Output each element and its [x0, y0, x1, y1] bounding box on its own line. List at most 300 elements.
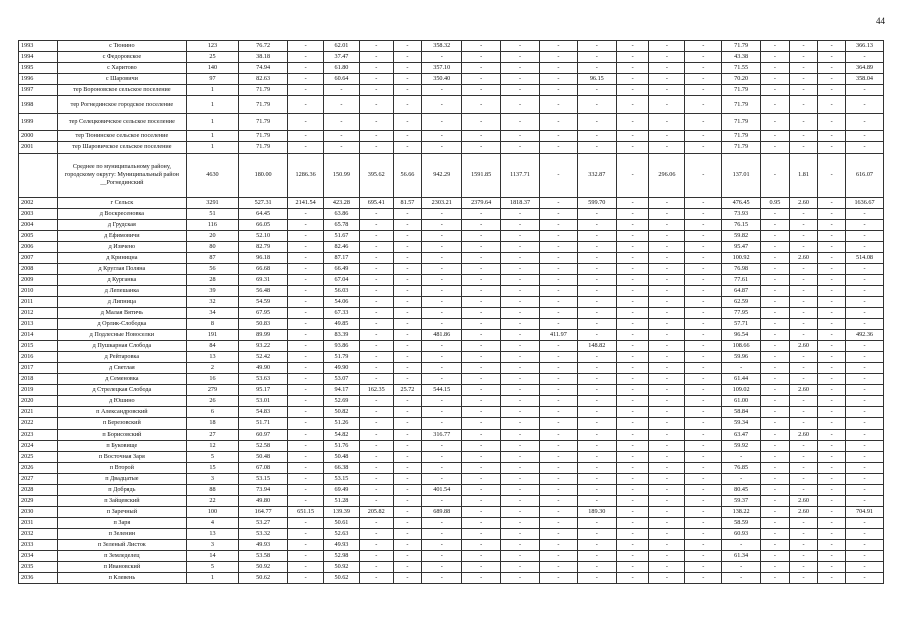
value-cell: 395.62	[359, 153, 393, 197]
value-cell: -	[359, 551, 393, 562]
table-row	[19, 562, 884, 573]
row-number-cell: 2006	[19, 241, 58, 252]
value-cell: -	[616, 52, 649, 63]
value-cell: -	[501, 363, 540, 374]
value-cell: -	[577, 363, 616, 374]
value-cell: -	[818, 473, 846, 484]
value-cell: -	[539, 385, 577, 396]
settlement-name-cell: п Восточная Заря	[57, 451, 186, 462]
value-cell: 95.47	[722, 241, 761, 252]
value-cell: -	[393, 285, 422, 296]
value-cell: 695.41	[359, 197, 393, 208]
value-cell: -	[616, 440, 649, 451]
value-cell: -	[462, 462, 501, 473]
value-cell: -	[845, 451, 883, 462]
value-cell: -	[818, 197, 846, 208]
value-cell: 189.30	[577, 506, 616, 517]
value-cell: 53.27	[239, 517, 288, 528]
value-cell: -	[359, 462, 393, 473]
value-cell: -	[501, 307, 540, 318]
value-cell: -	[789, 396, 818, 407]
value-cell: -	[789, 352, 818, 363]
value-cell: -	[393, 142, 422, 153]
value-cell: -	[845, 385, 883, 396]
settlement-name-cell: д Извчено	[57, 241, 186, 252]
value-cell: -	[789, 319, 818, 330]
settlement-name-cell: д Стрелецкая Слобода	[57, 385, 186, 396]
value-cell: -	[616, 63, 649, 74]
value-cell: -	[845, 296, 883, 307]
value-cell: -	[845, 113, 883, 131]
value-cell: 139.39	[324, 506, 360, 517]
value-cell: -	[761, 462, 790, 473]
value-cell: 70.20	[722, 74, 761, 85]
value-cell: 71.79	[722, 113, 761, 131]
settlement-name-cell: д Малая Вятичь	[57, 307, 186, 318]
value-cell: -	[539, 462, 577, 473]
value-cell: 51	[186, 208, 238, 219]
value-cell: -	[685, 396, 722, 407]
value-cell: -	[288, 41, 324, 52]
value-cell: -	[393, 330, 422, 341]
value-cell: -	[818, 74, 846, 85]
value-cell: -	[649, 484, 685, 495]
value-cell: -	[462, 319, 501, 330]
value-cell: 80.45	[722, 484, 761, 495]
value-cell: -	[818, 153, 846, 197]
value-cell: -	[818, 96, 846, 114]
value-cell: -	[761, 396, 790, 407]
value-cell: -	[818, 551, 846, 562]
table-row	[19, 573, 884, 584]
value-cell: 66.68	[239, 263, 288, 274]
value-cell: 1	[186, 85, 238, 96]
value-cell: -	[649, 341, 685, 352]
value-cell: -	[359, 296, 393, 307]
value-cell: 0.95	[761, 197, 790, 208]
value-cell: 704.91	[845, 506, 883, 517]
value-cell: 5	[186, 451, 238, 462]
value-cell: -	[462, 285, 501, 296]
value-cell: -	[685, 252, 722, 263]
table-row	[19, 551, 884, 562]
value-cell: -	[288, 85, 324, 96]
value-cell: 14	[186, 551, 238, 562]
value-cell: -	[761, 385, 790, 396]
value-cell: -	[577, 517, 616, 528]
table-row	[19, 506, 884, 517]
value-cell: -	[359, 85, 393, 96]
value-cell: -	[616, 230, 649, 241]
settlement-name-cell: д Юшино	[57, 396, 186, 407]
value-cell: 69.31	[239, 274, 288, 285]
value-cell: -	[324, 142, 360, 153]
row-number-cell: 2031	[19, 517, 58, 528]
value-cell: 1286.36	[288, 153, 324, 197]
value-cell: -	[577, 573, 616, 584]
value-cell: 77.61	[722, 274, 761, 285]
value-cell: 94.17	[324, 385, 360, 396]
value-cell: -	[789, 142, 818, 153]
settlement-name-cell: д Подлесные Новоселки	[57, 330, 186, 341]
value-cell: -	[359, 63, 393, 74]
value-cell: -	[722, 562, 761, 573]
value-cell: -	[577, 440, 616, 451]
value-cell: 69.49	[324, 484, 360, 495]
value-cell: -	[462, 374, 501, 385]
value-cell: 71.79	[239, 131, 288, 142]
value-cell: -	[649, 241, 685, 252]
value-cell: 71.79	[239, 85, 288, 96]
value-cell: 942.29	[422, 153, 462, 197]
value-cell: 74.94	[239, 63, 288, 74]
value-cell: 27	[186, 429, 238, 440]
settlement-name-cell: п Ивановский	[57, 562, 186, 573]
value-cell: 616.07	[845, 153, 883, 197]
value-cell: -	[685, 506, 722, 517]
table-body	[19, 41, 884, 584]
value-cell: 1818.37	[501, 197, 540, 208]
value-cell: -	[649, 374, 685, 385]
value-cell: -	[845, 307, 883, 318]
value-cell: -	[616, 517, 649, 528]
value-cell: -	[616, 208, 649, 219]
value-cell: -	[761, 352, 790, 363]
value-cell: -	[359, 418, 393, 429]
value-cell: -	[288, 113, 324, 131]
table-row	[19, 440, 884, 451]
settlement-name-cell: д Пушкарная Слобода	[57, 341, 186, 352]
value-cell: -	[393, 208, 422, 219]
value-cell: 357.10	[422, 63, 462, 74]
value-cell: -	[501, 296, 540, 307]
value-cell: -	[616, 562, 649, 573]
value-cell: -	[789, 74, 818, 85]
value-cell: -	[845, 440, 883, 451]
table-row	[19, 41, 884, 52]
value-cell: 1.81	[789, 153, 818, 197]
value-cell: 2.60	[789, 385, 818, 396]
value-cell: -	[577, 528, 616, 539]
value-cell: 53.63	[239, 374, 288, 385]
value-cell: -	[722, 539, 761, 550]
value-cell: -	[789, 451, 818, 462]
value-cell: -	[539, 274, 577, 285]
value-cell: 279	[186, 385, 238, 396]
value-cell: 49.90	[324, 363, 360, 374]
value-cell: 87	[186, 252, 238, 263]
value-cell: 4630	[186, 153, 238, 197]
value-cell: 71.79	[722, 142, 761, 153]
settlement-name-cell: с Харитово	[57, 63, 186, 74]
value-cell: -	[288, 252, 324, 263]
value-cell: -	[845, 241, 883, 252]
value-cell: -	[422, 319, 462, 330]
value-cell: -	[789, 517, 818, 528]
value-cell: 71.79	[722, 131, 761, 142]
value-cell: -	[501, 330, 540, 341]
value-cell: -	[501, 462, 540, 473]
value-cell: -	[359, 396, 393, 407]
settlement-name-cell: п Зеленин	[57, 528, 186, 539]
value-cell: 599.70	[577, 197, 616, 208]
value-cell: -	[761, 41, 790, 52]
value-cell: -	[818, 63, 846, 74]
value-cell: -	[685, 52, 722, 63]
value-cell: -	[789, 307, 818, 318]
value-cell: -	[649, 307, 685, 318]
value-cell: -	[501, 517, 540, 528]
value-cell: -	[685, 473, 722, 484]
value-cell: 52.42	[239, 352, 288, 363]
row-number-cell: 2007	[19, 252, 58, 263]
value-cell: 64.87	[722, 285, 761, 296]
value-cell: -	[789, 274, 818, 285]
settlement-name-cell: п Александровский	[57, 407, 186, 418]
value-cell: -	[616, 352, 649, 363]
value-cell: -	[789, 484, 818, 495]
value-cell: -	[761, 113, 790, 131]
tariff-table	[18, 40, 884, 584]
value-cell: 50.48	[324, 451, 360, 462]
value-cell: -	[761, 506, 790, 517]
value-cell: -	[359, 241, 393, 252]
value-cell: -	[685, 131, 722, 142]
value-cell: -	[288, 263, 324, 274]
settlement-name-cell: д Липница	[57, 296, 186, 307]
value-cell: -	[685, 385, 722, 396]
value-cell: 39	[186, 285, 238, 296]
value-cell: -	[393, 241, 422, 252]
value-cell: -	[789, 113, 818, 131]
value-cell: -	[845, 274, 883, 285]
settlement-name-cell: п Второй	[57, 462, 186, 473]
value-cell: -	[359, 407, 393, 418]
value-cell: -	[539, 113, 577, 131]
value-cell: -	[616, 551, 649, 562]
value-cell: -	[422, 285, 462, 296]
value-cell: -	[616, 307, 649, 318]
value-cell: -	[818, 85, 846, 96]
value-cell: -	[577, 418, 616, 429]
value-cell: 89.99	[239, 330, 288, 341]
value-cell: -	[818, 484, 846, 495]
value-cell: -	[501, 52, 540, 63]
table-row	[19, 462, 884, 473]
value-cell: -	[685, 363, 722, 374]
value-cell: -	[422, 451, 462, 462]
value-cell: -	[577, 230, 616, 241]
value-cell: -	[324, 85, 360, 96]
value-cell: -	[649, 440, 685, 451]
settlement-name-cell: п Зеленый Листок	[57, 539, 186, 550]
value-cell: 689.88	[422, 506, 462, 517]
value-cell: -	[462, 551, 501, 562]
value-cell: -	[845, 407, 883, 418]
value-cell: 51.67	[324, 230, 360, 241]
value-cell: -	[288, 374, 324, 385]
settlement-name-cell: п Заря	[57, 517, 186, 528]
value-cell: -	[462, 241, 501, 252]
value-cell: -	[501, 418, 540, 429]
settlement-name-cell: тер Вороновское сельское поселение	[57, 85, 186, 96]
value-cell: 54.83	[239, 407, 288, 418]
value-cell: -	[845, 363, 883, 374]
value-cell: -	[422, 263, 462, 274]
value-cell: -	[288, 274, 324, 285]
value-cell: 2379.64	[462, 197, 501, 208]
value-cell: -	[577, 539, 616, 550]
value-cell: 71.79	[239, 96, 288, 114]
value-cell: 71.79	[722, 41, 761, 52]
value-cell: -	[577, 241, 616, 252]
value-cell: -	[685, 517, 722, 528]
value-cell: -	[393, 562, 422, 573]
value-cell: -	[649, 407, 685, 418]
value-cell: -	[501, 85, 540, 96]
settlement-name-cell: д Воскресеновка	[57, 208, 186, 219]
value-cell: -	[288, 562, 324, 573]
value-cell: -	[722, 451, 761, 462]
row-number-cell: 2001	[19, 142, 58, 153]
value-cell: -	[288, 96, 324, 114]
value-cell: -	[845, 85, 883, 96]
value-cell: -	[393, 352, 422, 363]
table-row	[19, 407, 884, 418]
value-cell: -	[616, 153, 649, 197]
value-cell: -	[288, 307, 324, 318]
value-cell: -	[616, 197, 649, 208]
value-cell: -	[393, 131, 422, 142]
value-cell: -	[501, 539, 540, 550]
value-cell: -	[845, 263, 883, 274]
value-cell: -	[685, 63, 722, 74]
value-cell: -	[501, 208, 540, 219]
value-cell: 76.72	[239, 41, 288, 52]
value-cell: 60.64	[324, 74, 360, 85]
value-cell: -	[539, 296, 577, 307]
value-cell: -	[649, 113, 685, 131]
table-row	[19, 85, 884, 96]
value-cell: -	[539, 208, 577, 219]
value-cell: -	[393, 341, 422, 352]
settlement-name-cell: п Зайцевский	[57, 495, 186, 506]
row-number-cell: 2016	[19, 352, 58, 363]
row-number-cell: 2019	[19, 385, 58, 396]
value-cell: -	[685, 74, 722, 85]
value-cell: -	[501, 573, 540, 584]
value-cell: 8	[186, 319, 238, 330]
value-cell: 61.34	[722, 551, 761, 562]
value-cell: -	[845, 374, 883, 385]
value-cell: -	[845, 285, 883, 296]
value-cell: -	[539, 153, 577, 197]
value-cell: -	[359, 440, 393, 451]
value-cell: -	[616, 96, 649, 114]
value-cell: -	[649, 263, 685, 274]
district-average-row	[19, 153, 884, 197]
value-cell: -	[685, 418, 722, 429]
value-cell: 138.22	[722, 506, 761, 517]
table-row	[19, 230, 884, 241]
value-cell: -	[649, 451, 685, 462]
tariff-table-container	[18, 40, 884, 584]
value-cell: -	[616, 539, 649, 550]
value-cell: -	[501, 219, 540, 230]
row-number-cell: 1998	[19, 96, 58, 114]
value-cell: -	[649, 396, 685, 407]
value-cell: -	[616, 374, 649, 385]
value-cell: -	[616, 407, 649, 418]
value-cell: -	[462, 484, 501, 495]
value-cell: 50.83	[239, 319, 288, 330]
value-cell: -	[577, 495, 616, 506]
value-cell: -	[359, 330, 393, 341]
value-cell: -	[649, 551, 685, 562]
value-cell: -	[649, 142, 685, 153]
row-number-cell: 2033	[19, 539, 58, 550]
value-cell: -	[393, 495, 422, 506]
value-cell: 63.86	[324, 208, 360, 219]
value-cell: -	[288, 551, 324, 562]
value-cell: -	[845, 96, 883, 114]
value-cell: -	[685, 153, 722, 197]
value-cell: 50.92	[324, 562, 360, 573]
value-cell: -	[359, 219, 393, 230]
value-cell: -	[845, 208, 883, 219]
value-cell: 1137.71	[501, 153, 540, 197]
value-cell: 49.85	[324, 319, 360, 330]
value-cell: -	[393, 539, 422, 550]
value-cell: -	[288, 462, 324, 473]
table-row	[19, 285, 884, 296]
settlement-name-cell: с Федоровское	[57, 52, 186, 63]
settlement-name-cell: п Земледелец	[57, 551, 186, 562]
value-cell: -	[359, 274, 393, 285]
value-cell: -	[462, 396, 501, 407]
value-cell: -	[422, 562, 462, 573]
value-cell: 6	[186, 407, 238, 418]
value-cell: -	[359, 263, 393, 274]
row-number-cell: 2005	[19, 230, 58, 241]
row-number-cell: 2030	[19, 506, 58, 517]
value-cell: -	[845, 52, 883, 63]
value-cell: -	[462, 307, 501, 318]
value-cell: -	[649, 230, 685, 241]
value-cell: -	[818, 330, 846, 341]
value-cell: -	[649, 352, 685, 363]
value-cell: 148.82	[577, 341, 616, 352]
value-cell: -	[539, 451, 577, 462]
value-cell: 76.85	[722, 462, 761, 473]
value-cell: 332.87	[577, 153, 616, 197]
value-cell: -	[761, 208, 790, 219]
value-cell: -	[577, 551, 616, 562]
value-cell: -	[422, 517, 462, 528]
value-cell: -	[288, 219, 324, 230]
value-cell: 82.46	[324, 241, 360, 252]
value-cell: -	[818, 319, 846, 330]
settlement-name-cell: д Лепешанка	[57, 285, 186, 296]
value-cell: -	[462, 296, 501, 307]
value-cell: -	[818, 363, 846, 374]
value-cell: 56.48	[239, 285, 288, 296]
value-cell: 62.01	[324, 41, 360, 52]
value-cell: -	[462, 418, 501, 429]
value-cell: -	[818, 219, 846, 230]
value-cell: 32	[186, 296, 238, 307]
value-cell: -	[393, 230, 422, 241]
